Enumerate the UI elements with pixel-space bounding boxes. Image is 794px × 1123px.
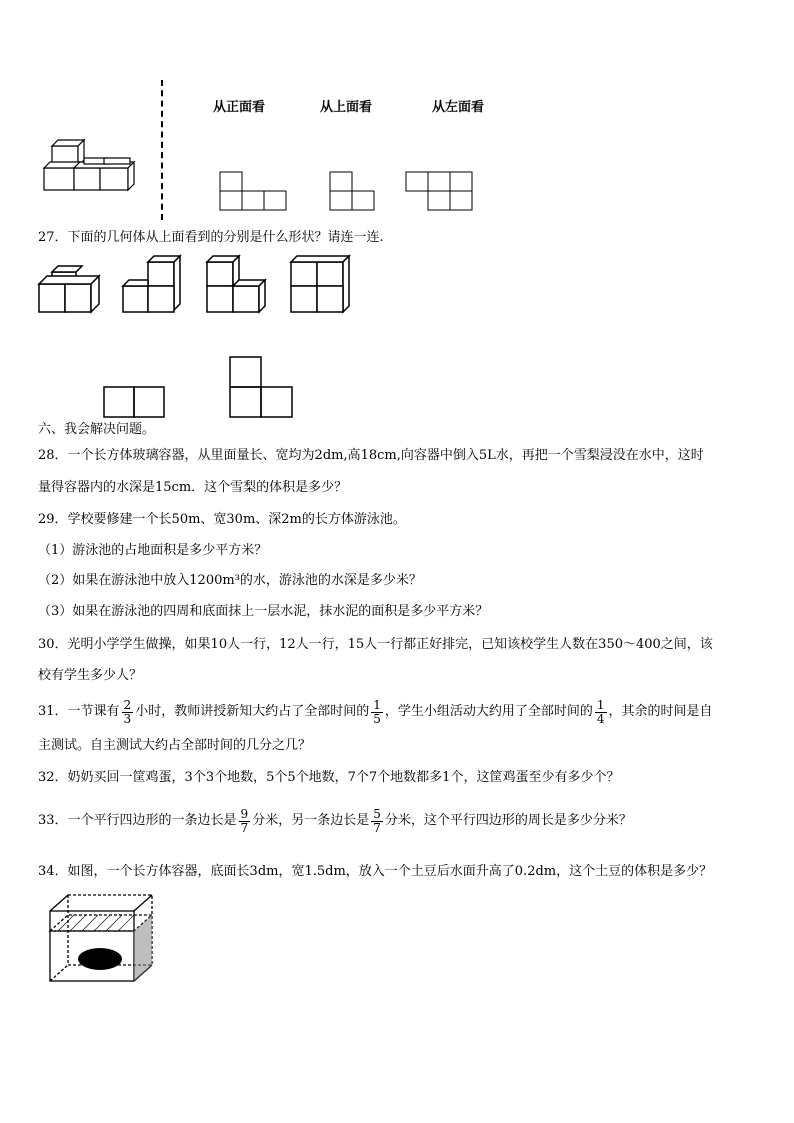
q31-frac3-num: 1 — [596, 697, 605, 712]
left-view-grid — [406, 172, 474, 210]
question-31-line2: 主测试。自主测试大约占全部时间的几分之几？ — [38, 738, 312, 753]
q33-text-b: 分米，另一条边长是 — [252, 813, 370, 828]
q31-frac2-den: 5 — [373, 711, 381, 726]
q31-text-a: 31．一节课有 — [38, 704, 120, 719]
q27-solid-4 — [290, 254, 352, 314]
front-view-label: 从正面看 — [213, 100, 266, 115]
q33-text-a: 33．一个平行四边形的一条边长是 — [38, 813, 237, 828]
question-29-part1: （1）游泳池的占地面积是多少平方米？ — [38, 543, 268, 558]
top-view-label: 从上面看 — [320, 100, 373, 115]
q27-solid-3 — [206, 254, 270, 314]
q31-frac3-den: 4 — [596, 711, 605, 726]
question-27: 27．下面的几何体从上面看到的分别是什么形状？请连一连. — [38, 230, 384, 245]
question-30-line2: 校有学生多少人？ — [38, 668, 143, 683]
q27-solid-1 — [38, 270, 102, 314]
question-31-line1 — [38, 697, 713, 727]
question-33 — [38, 804, 632, 838]
q31-frac2-num: 1 — [373, 697, 381, 712]
q33-text-c: 分米，这个平行四边形的周长是多少分米？ — [384, 813, 632, 828]
q34-container-figure — [44, 893, 156, 985]
question-29-stem: 29．学校要修建一个长50m、宽30m、深2m的长方体游泳池。 — [38, 512, 406, 527]
q31-text-b: 小时，教师讲授新知大约占了全部时间的 — [135, 704, 370, 719]
q27-solid-2 — [122, 254, 184, 314]
q31-text-d: ，其余的时间是自 — [608, 704, 713, 719]
q31-frac1-den: 3 — [123, 711, 132, 726]
q31-text-c: ，学生小组活动大约用了全部时间的 — [384, 704, 593, 719]
left-view-label: 从左面看 — [432, 100, 485, 115]
q33-frac2-num: 5 — [373, 806, 381, 821]
question-34: 34．如图，一个长方体容器，底面长3dm，宽1.5dm，放入一个土豆后水面升高了0.2dm，这个土豆的体积是多少？ — [38, 864, 713, 879]
question-32: 32．奶奶买回一筐鸡蛋，3个3个地数，5个5个地数，7个7个地数都多1个，这筐鸡蛋至少有多少个？ — [38, 770, 620, 785]
q27-shape-b — [229, 356, 293, 418]
q27-shape-a — [103, 386, 165, 418]
question-28-line1: 28．一个长方体玻璃容器，从里面量长、宽均为2dm,高18cm,向容器中倒入5L水，再把一个雪梨浸没在水中，这时 — [38, 448, 704, 463]
front-view-grid — [220, 172, 288, 210]
q31-fraction-2 — [371, 699, 383, 726]
question-29-part2: （2）如果在游泳池中放入1200m³的水，游泳池的水深是多少米？ — [38, 573, 422, 588]
top-view-grid — [330, 172, 376, 210]
cube-stack-figure — [42, 138, 142, 198]
q31-fraction-3 — [595, 699, 607, 726]
section-6-heading: 六、我会解决问题。 — [38, 422, 156, 437]
q33-fraction-2 — [371, 808, 383, 835]
dashed-divider — [161, 80, 163, 220]
q33-fraction-1 — [239, 808, 251, 835]
question-30-line1: 30．光明小学学生做操，如果10人一行，12人一行，15人一行都正好排完，已知该校学生人数在350～400之间，该 — [38, 637, 713, 652]
q31-fraction-1 — [122, 699, 134, 726]
potato-shape — [78, 948, 122, 970]
q33-frac2-den: 7 — [373, 820, 381, 835]
q31-frac1-num: 2 — [123, 697, 132, 712]
question-29-part3: （3）如果在游泳池的四周和底面抹上一层水泥，抹水泥的面积是多少平方米？ — [38, 604, 489, 619]
q33-frac1-num: 9 — [240, 806, 249, 821]
question-28-line2: 量得容器内的水深是15cm．这个雪梨的体积是多少？ — [38, 480, 348, 495]
q33-frac1-den: 7 — [240, 820, 249, 835]
